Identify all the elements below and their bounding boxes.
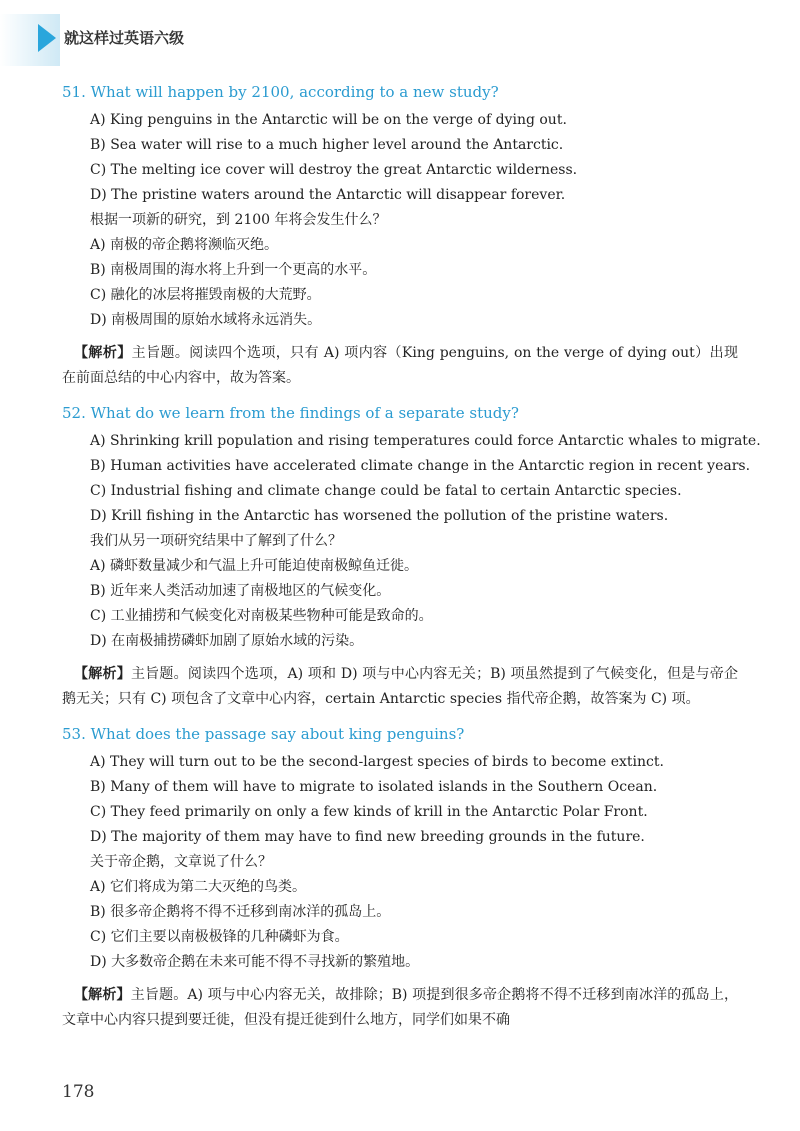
question-options xyxy=(62,750,738,975)
option-line: D) Krill fishing in the Antarctic has worsened the pollution of the pristine waters. xyxy=(90,508,669,524)
option-line: B) Human activities have accelerated climate change in the Antarctic region in recent years. xyxy=(90,458,751,474)
option-line: D) The pristine waters around the Antarctic will disappear forever. xyxy=(90,187,566,203)
option-line: B) Many of them will have to migrate to isolated islands in the Southern Ocean. xyxy=(90,779,658,795)
translation-line: C) 它们主要以南极极锋的几种磷虾为食。 xyxy=(90,929,349,945)
explanation xyxy=(62,341,738,391)
option-line: B) Sea water will rise to a much higher level around the Antarctic. xyxy=(90,137,564,153)
option-line: C) They feed primarily on only a few kinds of krill in the Antarctic Polar Front. xyxy=(90,804,648,820)
translation-line: B) 近年来人类活动加速了南极地区的气候变化。 xyxy=(90,583,391,599)
translation-line: B) 南极周围的海水将上升到一个更高的水平。 xyxy=(90,262,377,278)
translation-line: C) 工业捕捞和气候变化对南极某些物种可能是致命的。 xyxy=(90,608,433,624)
question-title: 52. What do we learn from the findings of a separate study? xyxy=(62,404,519,422)
explanation-text: 主旨题。阅读四个选项，A) 项和 D) 项与中心内容无关；B) 项虽然提到了气候变化，但是与帝企鹅无关；只有 C) 项包含了文章中心内容，certain Antarctic species 指代帝企鹅，故答案为 C) 项。 xyxy=(62,666,739,707)
question-52 xyxy=(62,401,761,712)
option-line: C) The melting ice cover will destroy the great Antarctic wilderness. xyxy=(90,162,578,178)
translation-line: 关于帝企鹅，文章说了什么？ xyxy=(90,854,272,870)
page-content xyxy=(62,80,761,1043)
translation-line: B) 很多帝企鹅将不得不迁移到南冰洋的孤岛上。 xyxy=(90,904,391,920)
question-51 xyxy=(62,80,738,391)
option-line: A) Shrinking krill population and rising temperatures could force Antarctic whales to migrate. xyxy=(90,433,761,449)
translation-line: D) 南极周围的原始水域将永远消失。 xyxy=(90,312,322,328)
question-options xyxy=(62,108,738,333)
translation-line: A) 磷虾数量减少和气温上升可能迫使南极鲸鱼迁徙。 xyxy=(90,558,419,574)
explanation-text: 主旨题。A) 项与中心内容无关，故排除；B) 项提到很多帝企鹅将不得不迁移到南冰洋的孤岛上，文章中心内容只提到要迁徙，但没有提迁徙到什么地方，同学们如果不确 xyxy=(62,987,738,1028)
option-line: C) Industrial fishing and climate change could be fatal to certain Antarctic species. xyxy=(90,483,682,499)
translation-line: D) 大多数帝企鹅在未来可能不得不寻找新的繁殖地。 xyxy=(90,954,420,970)
question-options xyxy=(62,429,761,654)
explanation-tag: 【解析】 xyxy=(74,666,131,682)
explanation-tag: 【解析】 xyxy=(74,345,132,361)
question-title: 51. What will happen by 2100, according to a new study? xyxy=(62,83,499,101)
option-line: D) The majority of them may have to find new breeding grounds in the future. xyxy=(90,829,645,845)
page-number: 178 xyxy=(62,1082,95,1102)
question-53 xyxy=(62,722,738,1033)
translation-line: 根据一项新的研究，到 2100 年将会发生什么？ xyxy=(90,212,387,228)
translation-line: 我们从另一项研究结果中了解到了什么？ xyxy=(90,533,342,549)
arrow-icon xyxy=(38,24,56,52)
translation-line: D) 在南极捕捞磷虾加剧了原始水域的污染。 xyxy=(90,633,364,649)
question-title: 53. What does the passage say about king penguins? xyxy=(62,725,465,743)
translation-line: A) 它们将成为第二大灭绝的鸟类。 xyxy=(90,879,307,895)
explanation-text: 主旨题。阅读四个选项，只有 A) 项内容（King penguins, on the verge of dying out）出现在前面总结的中心内容中，故为答案。 xyxy=(62,345,738,386)
explanation xyxy=(62,983,738,1033)
translation-line: A) 南极的帝企鹅将濒临灭绝。 xyxy=(90,237,279,253)
option-line: A) They will turn out to be the second-largest species of birds to become extinct. xyxy=(90,754,664,770)
option-line: A) King penguins in the Antarctic will be on the verge of dying out. xyxy=(90,112,567,128)
explanation xyxy=(62,662,738,712)
explanation-tag: 【解析】 xyxy=(74,987,131,1003)
header-title: 就这样过英语六级 xyxy=(64,29,185,47)
translation-line: C) 融化的冰层将摧毁南极的大荒野。 xyxy=(90,287,321,303)
